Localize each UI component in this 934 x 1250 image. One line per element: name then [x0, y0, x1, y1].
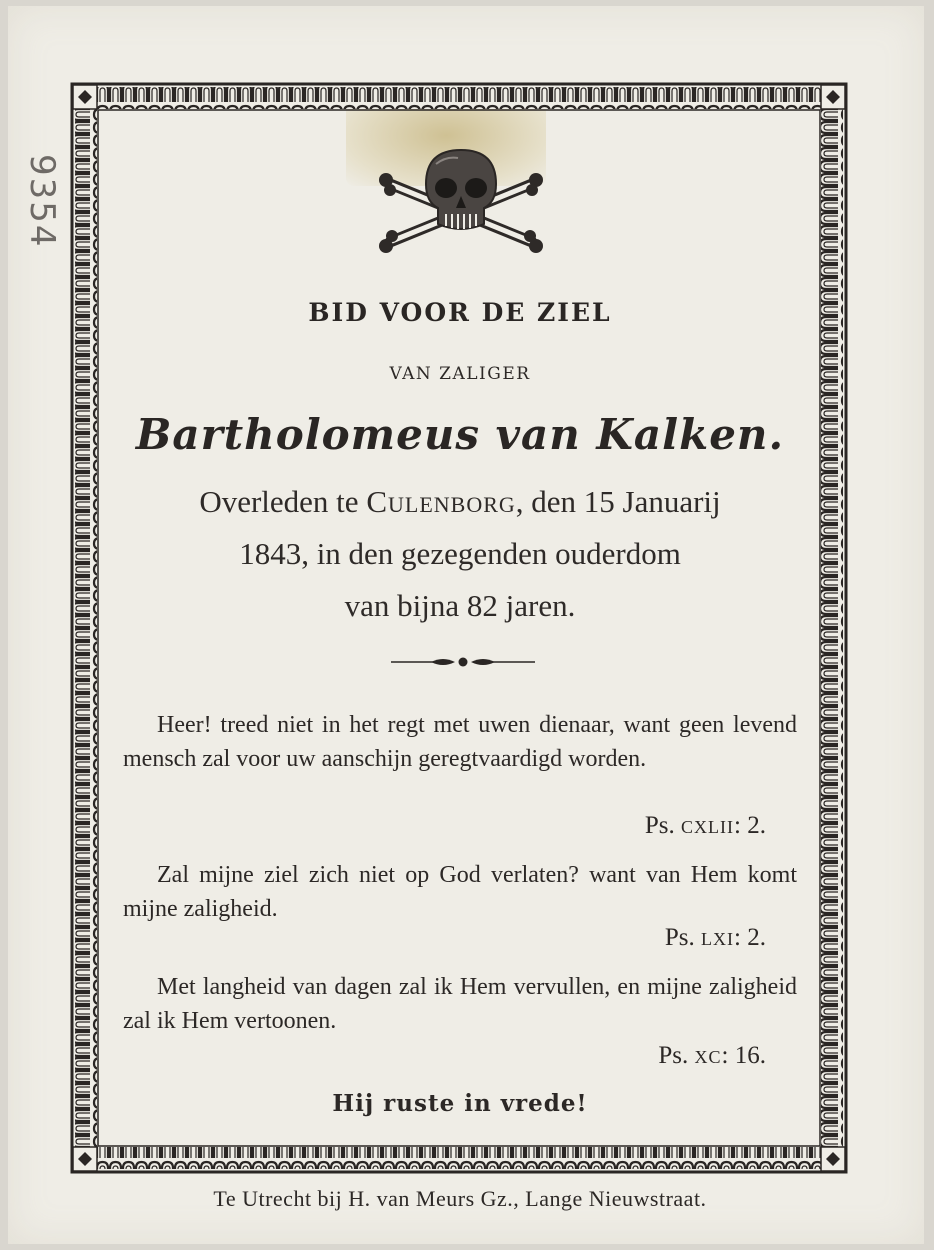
deceased-name: Bartholomeus van Kalken. [135, 410, 785, 459]
memorial-card [8, 6, 924, 1244]
verse-3-ref-verse: : 16. [721, 1042, 766, 1069]
verse-1-text: Heer! treed niet in het regt met uwen dienaar, want geen levend mensch zal voor uw aanschijn geregtvaardigd worden. [123, 712, 797, 772]
verse-2-text: Zal mijne ziel zich niet op God verlaten? want van Hem komt mijne zaligheid. [123, 862, 797, 922]
verse-3-text: Met langheid van dagen zal ik Hem vervullen, en mijne zaligheid zal ik Hem vertoonen. [123, 974, 797, 1034]
handwritten-number: 9354 [22, 154, 62, 249]
verse-1-ref-verse: : 2. [734, 812, 766, 839]
death-line-1-suffix: , den 15 Januarij [515, 484, 721, 519]
death-line-1-prefix: Overleden te [199, 484, 367, 519]
closing-blessing: Hij ruste in vrede! [332, 1090, 588, 1117]
printer-imprint: Te Utrecht bij H. van Meurs Gz., Lange Nieuwstraat. [213, 1186, 707, 1211]
verse-2-reference [466, 924, 766, 952]
verse-1-ref-chapter: cxlii [681, 812, 735, 839]
verse-1-ref-book: Ps. [644, 812, 675, 839]
death-line-1 [8, 484, 912, 520]
death-line-2: 1843, in den gezegenden ouderdom [239, 536, 681, 571]
verse-2-ref-book: Ps. [664, 924, 695, 951]
verse-3-ref-chapter: xc [694, 1042, 722, 1069]
death-line-3: van bijna 82 jaren. [344, 588, 576, 623]
verse-3-reference [466, 1042, 766, 1070]
ornament-divider-icon [391, 654, 535, 674]
skull-crossbones-icon [376, 144, 546, 260]
verse-2-ref-chapter: lxi [701, 924, 735, 951]
verse-2 [123, 858, 797, 926]
verse-2-ref-verse: : 2. [734, 924, 766, 951]
verse-3-ref-book: Ps. [658, 1042, 689, 1069]
verse-3 [123, 970, 797, 1038]
subheading: VAN ZALIGER [389, 364, 531, 384]
heading: BID VOOR DE ZIEL [308, 298, 612, 327]
death-place: Culenborg [366, 484, 516, 519]
verse-1 [123, 708, 797, 776]
verse-1-reference [466, 812, 766, 840]
